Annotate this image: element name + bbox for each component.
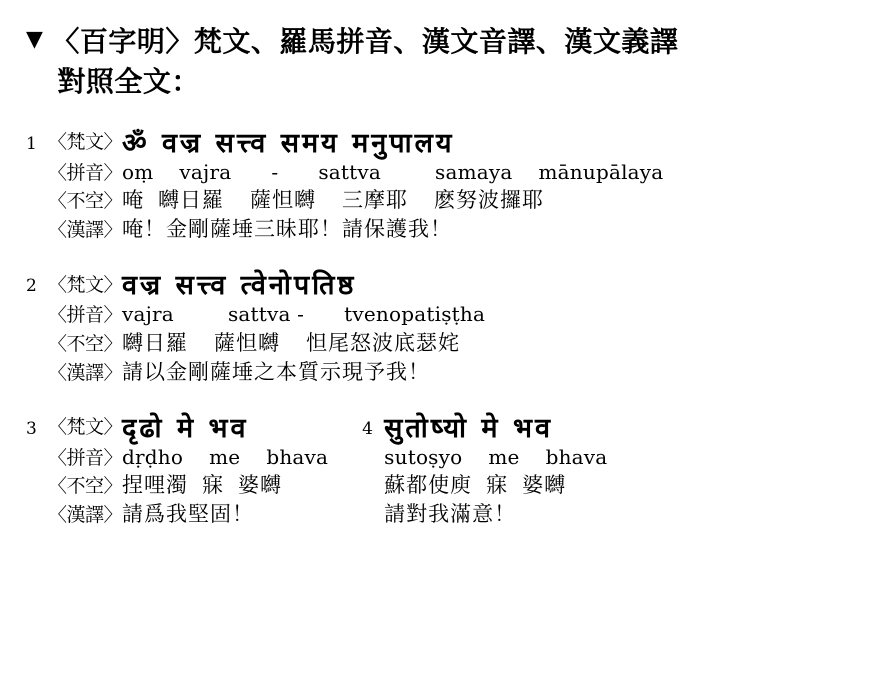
entry-number: 2 <box>26 276 37 297</box>
roman-token: dṛḍho <box>122 444 184 469</box>
roman-token: mānupālaya <box>538 159 664 184</box>
page-title-line-2: 對照全文： <box>57 64 200 98</box>
romanization-label: 〈拼音〉 <box>48 446 123 469</box>
bukong-token: 婆嚩 <box>238 473 283 498</box>
bukong-token: 怛尾怒波底瑟姹 <box>306 330 461 355</box>
sanskrit-text: सु‍तो‍ष्यो मे भ‍व <box>384 412 553 444</box>
romanization-text <box>122 301 485 329</box>
chinese-text: 請以金剛薩埵之本質示現予我！ <box>122 359 431 384</box>
entry-number: 3 <box>26 418 37 439</box>
sanskrit-text: व‍ज्र स‍त्त्व त्वे‍नो‍प‍ति‍ष्ठ <box>122 270 357 302</box>
roman-token: me <box>488 444 520 469</box>
romanization-text <box>384 444 607 472</box>
roman-token: me <box>209 444 241 469</box>
bukong-token: 寐 <box>202 473 225 498</box>
romanization-label: 〈拼音〉 <box>48 161 123 184</box>
chinese-text: 請對我滿意！ <box>384 502 517 527</box>
roman-token: bhava <box>545 444 608 469</box>
bukong-text <box>122 471 328 500</box>
roman-token: sutoṣyo <box>384 444 463 469</box>
romanization-row <box>48 301 485 329</box>
bukong-label: 〈不空〉 <box>48 475 123 498</box>
romanization-label: 〈拼音〉 <box>48 304 123 327</box>
roman-token: sattva <box>318 159 381 184</box>
entry-column <box>26 128 663 245</box>
chinese-row <box>48 215 663 244</box>
romanization-row <box>384 444 607 472</box>
page-title-line-1: 〈百字明〉梵文、羅馬拼音、漢文音譯、漢文義譯 <box>51 25 679 58</box>
bukong-token: 捏哩濁 <box>122 473 189 498</box>
page-title-text <box>51 22 862 102</box>
chinese-row <box>384 500 607 529</box>
chinese-label: 〈漢譯〉 <box>48 219 123 242</box>
chinese-row <box>48 500 328 529</box>
sanskrit-label: 〈梵文〉 <box>48 131 123 154</box>
triangle-marker-icon: ▼ <box>26 26 44 52</box>
entry-number: 4 <box>362 418 373 439</box>
chinese-text: 唵！金剛薩埵三昧耶！請保護我！ <box>122 217 453 242</box>
sanskrit-row <box>384 413 607 444</box>
chinese-label: 〈漢譯〉 <box>48 361 123 384</box>
bukong-row <box>48 186 663 215</box>
bukong-token: 唵 <box>122 188 145 213</box>
romanization-row <box>48 159 663 187</box>
bukong-token: 嚩日羅 <box>158 188 225 213</box>
roman-token: sattva - <box>227 302 305 327</box>
roman-token: vajra <box>122 302 174 327</box>
sanskrit-row <box>48 128 663 159</box>
entry-2 <box>26 270 862 387</box>
page-title <box>26 22 862 102</box>
entry-column <box>362 413 607 530</box>
bukong-text <box>384 471 607 500</box>
chinese-text: 請爲我堅固！ <box>122 502 255 527</box>
romanization-row <box>48 444 328 472</box>
sanskrit-label: 〈梵文〉 <box>48 416 123 439</box>
sanskrit-text: ॐ व‍ज्र स‍त्त्व स‍म‍य म‍नु‍पा‍ल‍य <box>122 127 455 159</box>
bukong-text <box>122 186 663 215</box>
entry-column <box>26 413 328 530</box>
bukong-token: 婆嚩 <box>522 473 567 498</box>
bukong-label: 〈不空〉 <box>48 190 123 213</box>
chinese-label: 〈漢譯〉 <box>48 504 123 527</box>
entry-column <box>26 270 485 387</box>
bukong-row <box>48 329 485 358</box>
bukong-token: 寐 <box>486 473 509 498</box>
entry-3-4 <box>26 413 862 530</box>
roman-token: samaya <box>435 159 513 184</box>
roman-token: tvenopatiṣṭha <box>344 302 486 327</box>
roman-token: bhava <box>266 444 329 469</box>
bukong-token: 三摩耶 <box>342 188 409 213</box>
romanization-text <box>122 159 663 187</box>
bukong-label: 〈不空〉 <box>48 332 123 355</box>
roman-token: vajra <box>179 159 232 184</box>
entry-number: 1 <box>26 133 37 154</box>
sanskrit-row <box>48 270 485 301</box>
bukong-row <box>48 471 328 500</box>
romanization-text <box>122 444 328 472</box>
sanskrit-text: दृ‍ढो मे भ‍व <box>122 412 249 444</box>
bukong-row <box>384 471 607 500</box>
sanskrit-row <box>48 413 328 444</box>
bukong-token: 薩怛嚩 <box>250 188 317 213</box>
bukong-text <box>122 329 485 358</box>
sanskrit-label: 〈梵文〉 <box>48 273 123 296</box>
bukong-token: 嚩日羅 <box>122 330 189 355</box>
bukong-token: 薩怛嚩 <box>214 330 281 355</box>
bukong-token: 蘇都使庾 <box>384 473 473 498</box>
chinese-row <box>48 358 485 387</box>
roman-token: oṃ <box>122 159 154 184</box>
entry-list <box>26 128 862 530</box>
entry-1 <box>26 128 862 245</box>
roman-token: - <box>271 159 279 184</box>
bukong-token: 麽努波攞耶 <box>434 188 545 213</box>
